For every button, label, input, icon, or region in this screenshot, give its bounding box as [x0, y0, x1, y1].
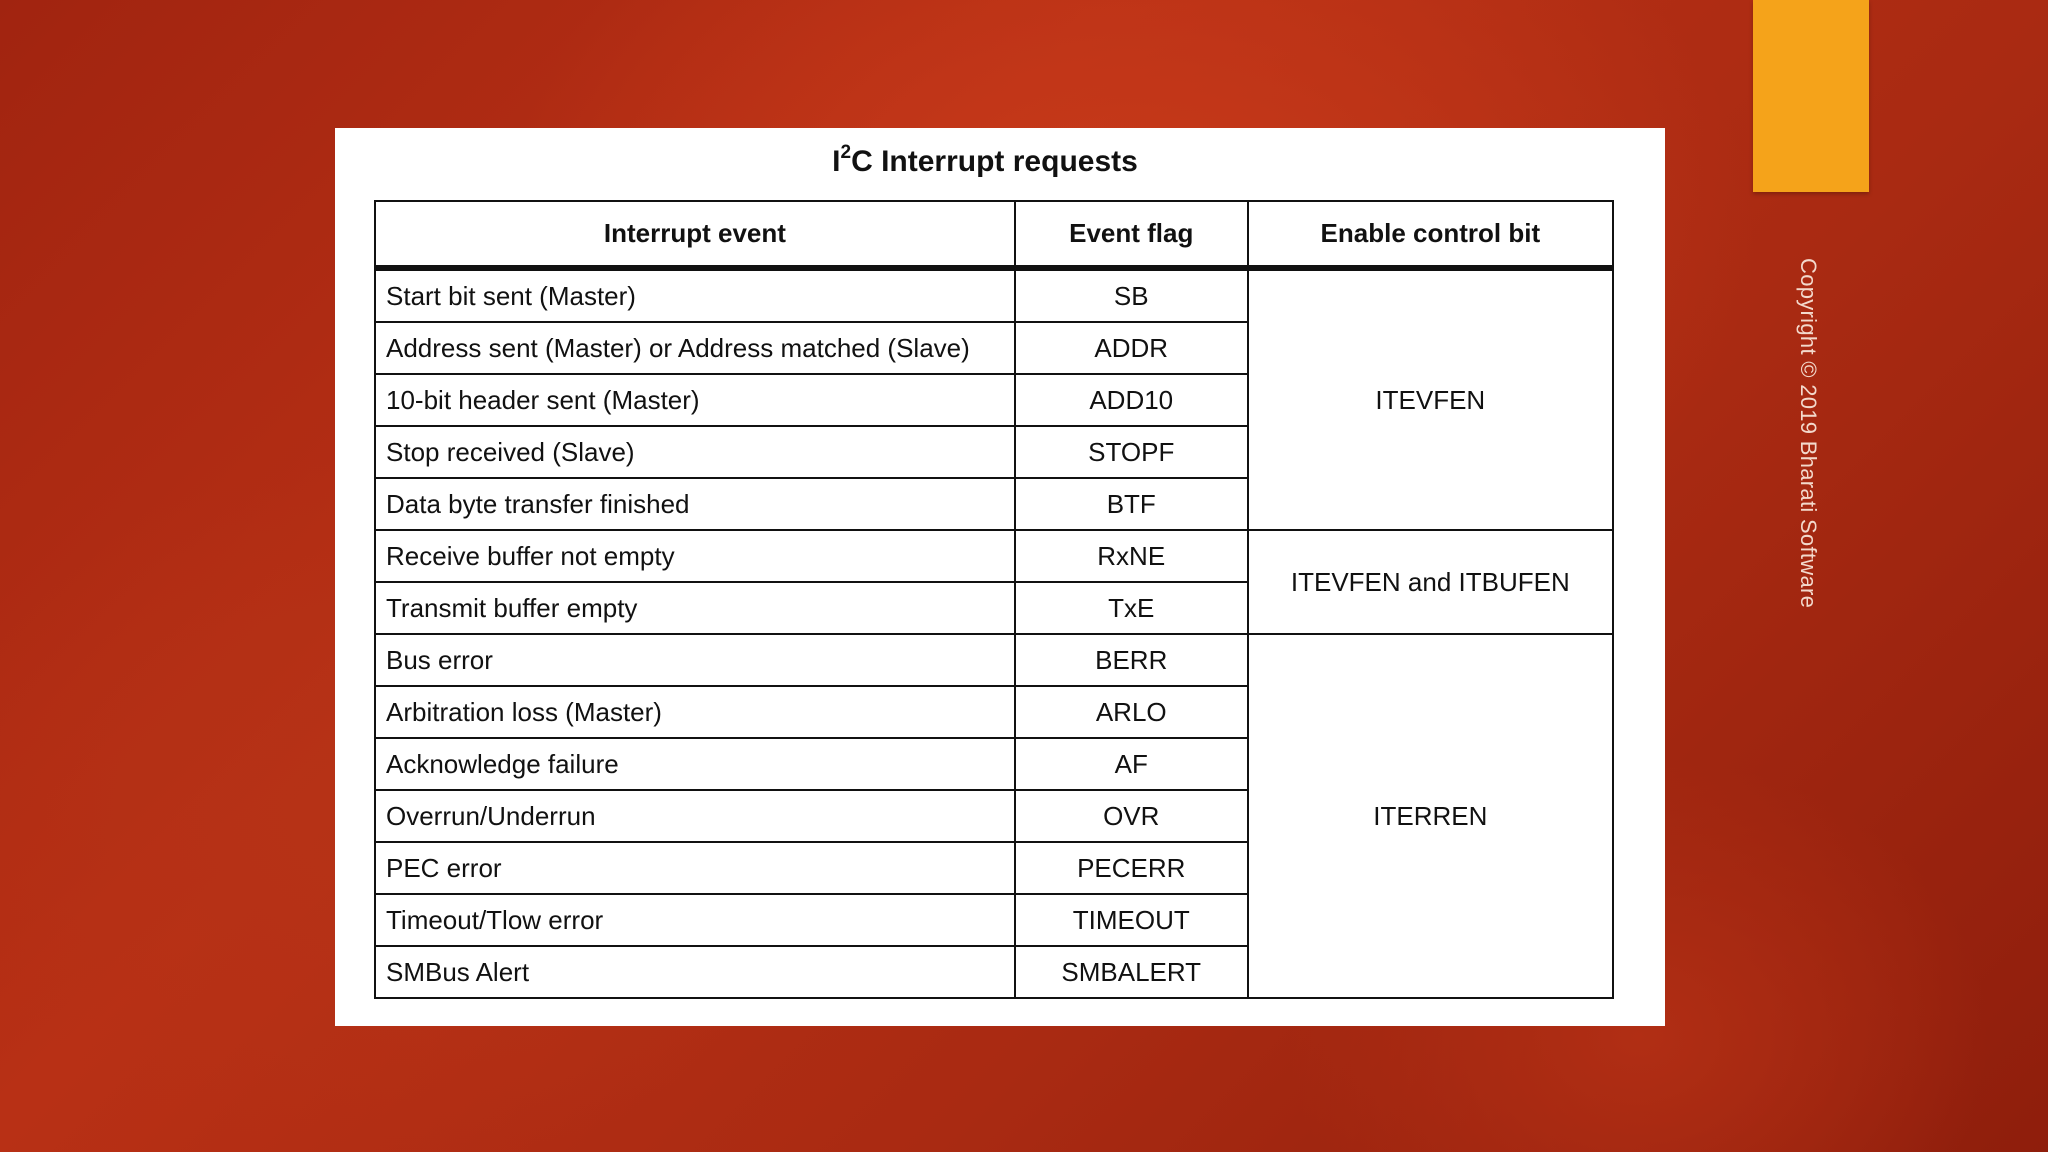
flag-cell: ADDR	[1015, 322, 1248, 374]
title-superscript: 2	[840, 142, 852, 163]
flag-cell: OVR	[1015, 790, 1248, 842]
table-header-row	[375, 201, 1613, 268]
flag-cell: ADD10	[1015, 374, 1248, 426]
event-cell: Address sent (Master) or Address matched (Slave)	[375, 322, 1015, 374]
event-cell: 10-bit header sent (Master)	[375, 374, 1015, 426]
flag-cell: SMBALERT	[1015, 946, 1248, 998]
title-suffix: C Interrupt requests	[851, 145, 1138, 178]
header-interrupt-event: Interrupt event	[375, 201, 1015, 268]
table-row	[375, 634, 1613, 686]
enable-cell: ITEVFEN	[1248, 268, 1613, 530]
event-cell: Stop received (Slave)	[375, 426, 1015, 478]
enable-cell: ITEVFEN and ITBUFEN	[1248, 530, 1613, 634]
accent-bar	[1753, 0, 1869, 192]
event-cell: PEC error	[375, 842, 1015, 894]
flag-cell: STOPF	[1015, 426, 1248, 478]
flag-cell: AF	[1015, 738, 1248, 790]
event-cell: Start bit sent (Master)	[375, 268, 1015, 322]
event-cell: Arbitration loss (Master)	[375, 686, 1015, 738]
header-event-flag: Event flag	[1015, 201, 1248, 268]
event-cell: SMBus Alert	[375, 946, 1015, 998]
flag-cell: TIMEOUT	[1015, 894, 1248, 946]
event-cell: Overrun/Underrun	[375, 790, 1015, 842]
flag-cell: RxNE	[1015, 530, 1248, 582]
event-cell: Acknowledge failure	[375, 738, 1015, 790]
copyright-text: Copyright © 2019 Bharati Software	[1796, 258, 1821, 609]
table-row	[375, 268, 1613, 322]
event-cell: Timeout/Tlow error	[375, 894, 1015, 946]
table-row	[375, 530, 1613, 582]
flag-cell: SB	[1015, 268, 1248, 322]
flag-cell: PECERR	[1015, 842, 1248, 894]
event-cell: Data byte transfer finished	[375, 478, 1015, 530]
flag-cell: TxE	[1015, 582, 1248, 634]
flag-cell: BTF	[1015, 478, 1248, 530]
event-cell: Bus error	[375, 634, 1015, 686]
title-prefix: I	[832, 145, 841, 178]
enable-cell: ITERREN	[1248, 634, 1613, 998]
interrupt-requests-table	[374, 200, 1614, 999]
table-title	[335, 144, 1635, 179]
flag-cell: ARLO	[1015, 686, 1248, 738]
header-enable-control-bit: Enable control bit	[1248, 201, 1613, 268]
event-cell: Receive buffer not empty	[375, 530, 1015, 582]
flag-cell: BERR	[1015, 634, 1248, 686]
event-cell: Transmit buffer empty	[375, 582, 1015, 634]
table-card	[335, 128, 1665, 1026]
